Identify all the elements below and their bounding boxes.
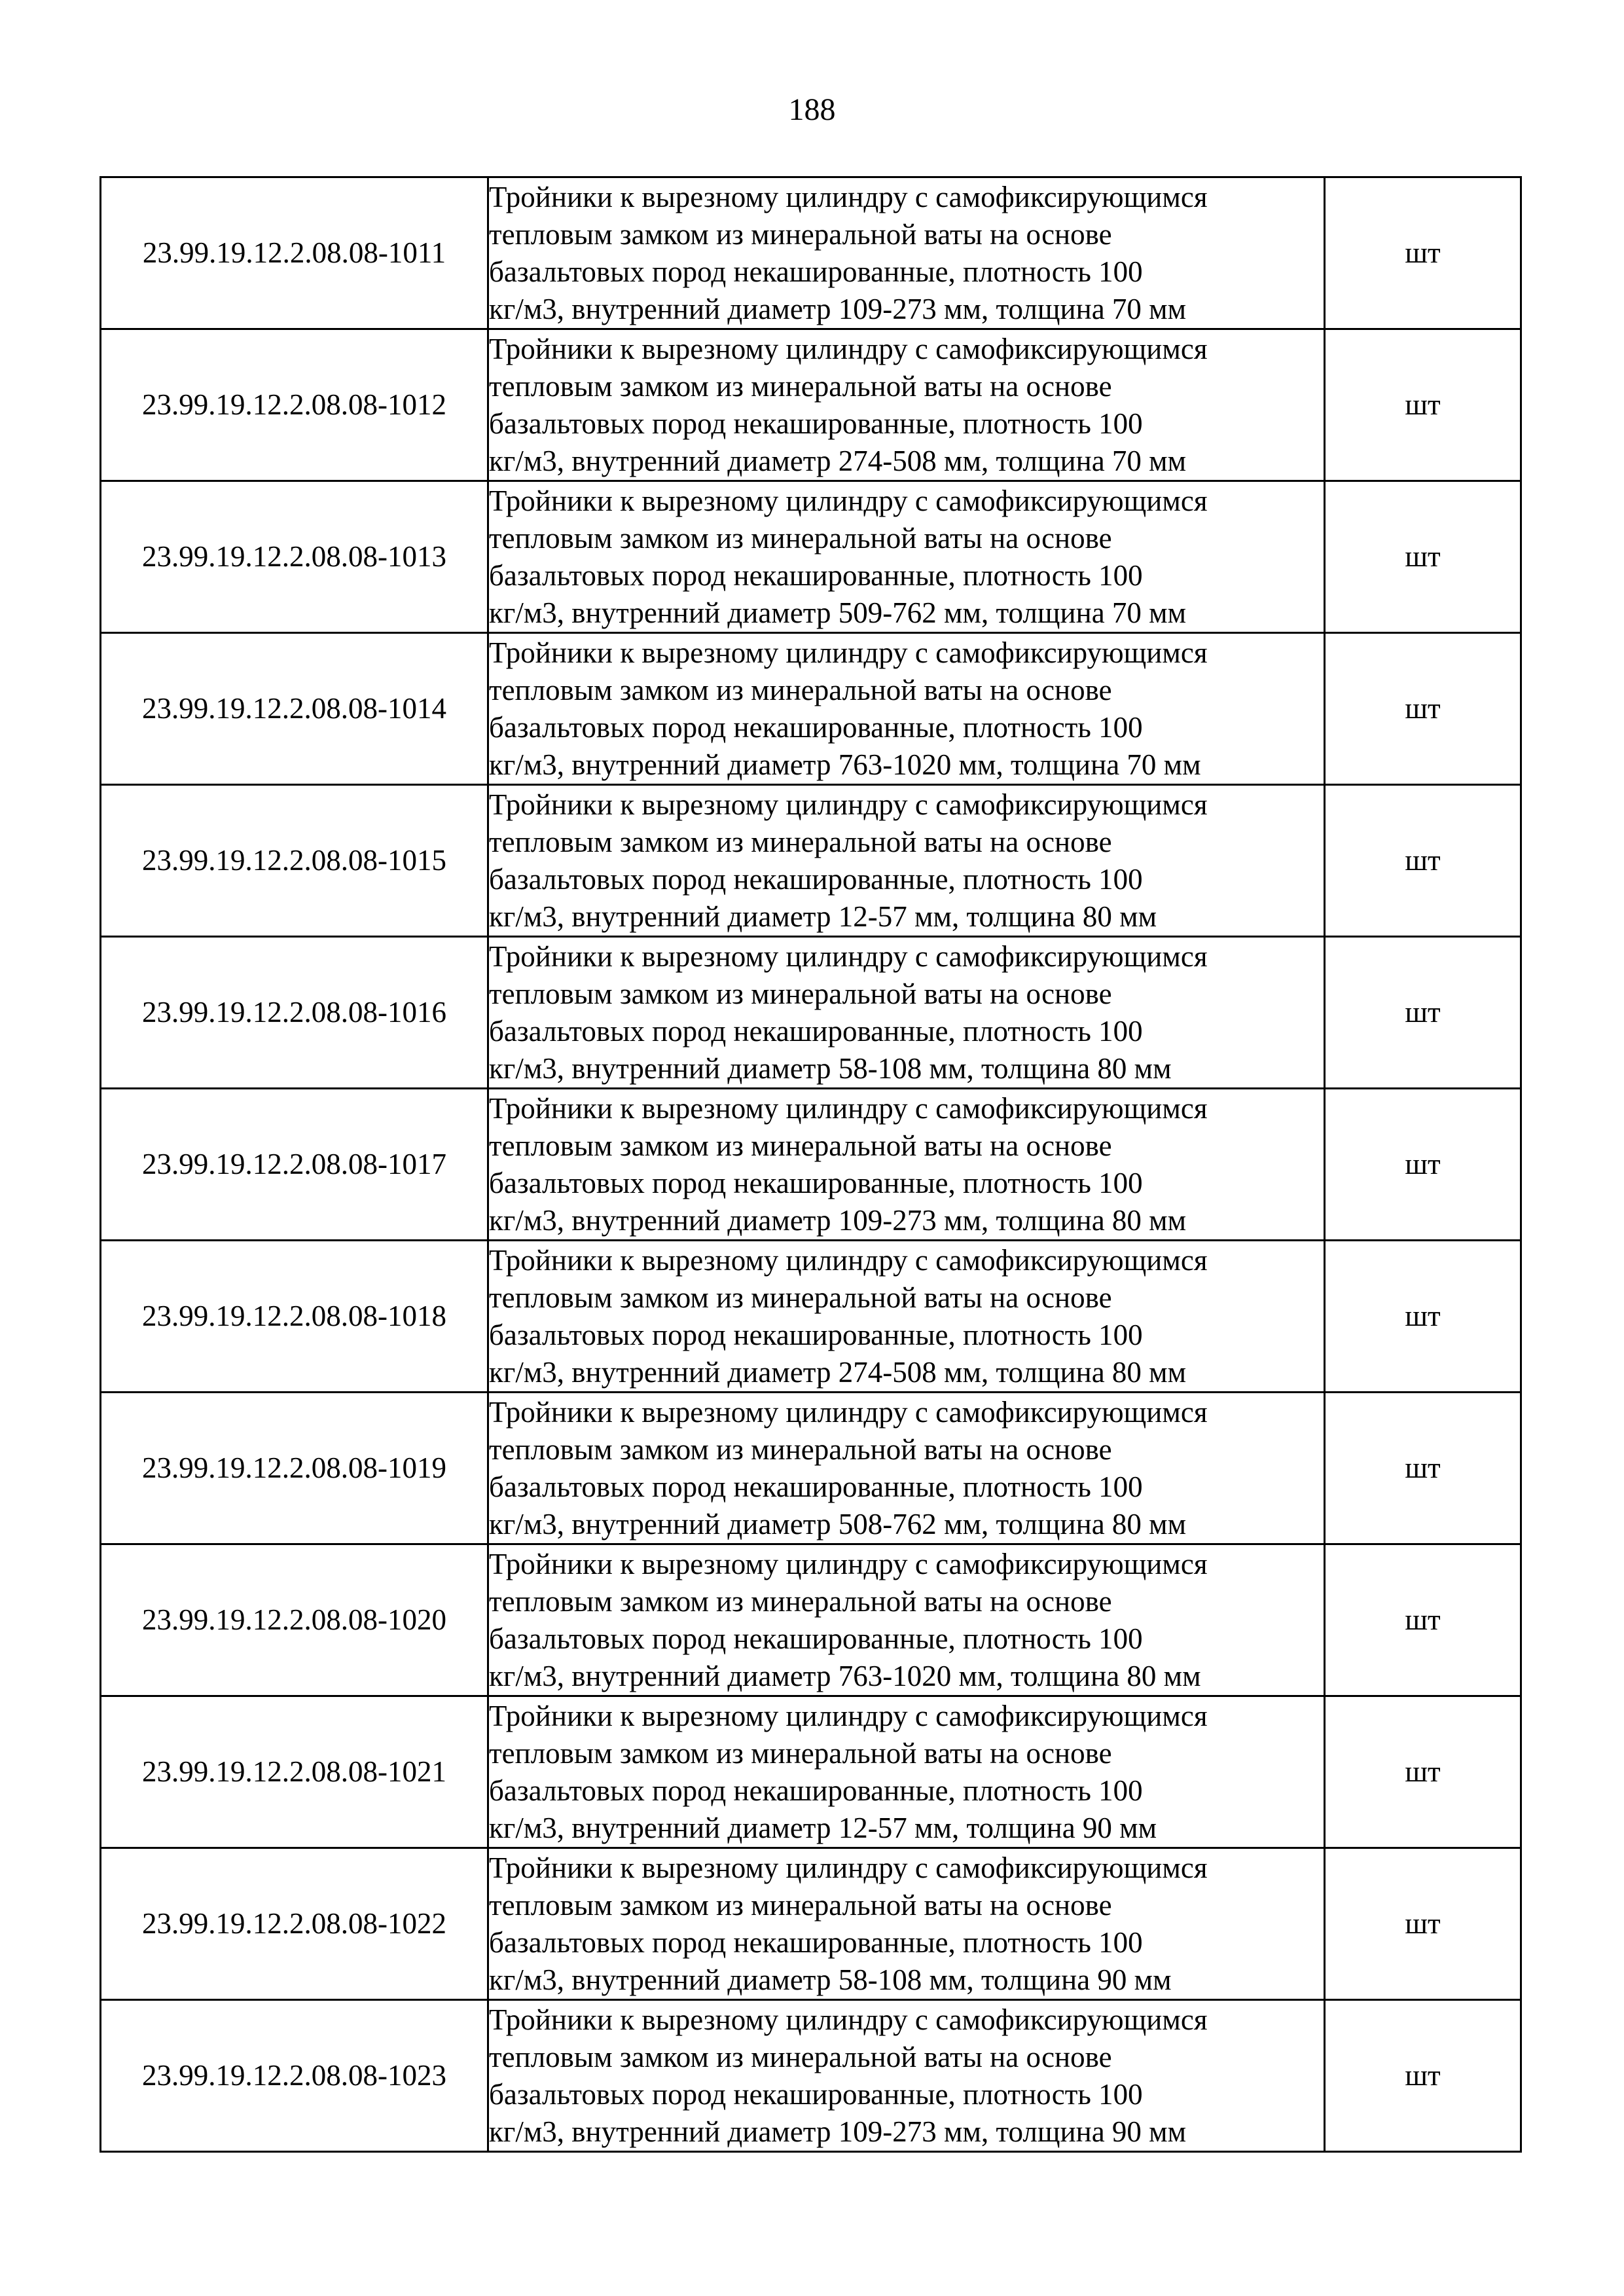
description-line: Тройники к вырезному цилиндру с самофиксирующимся xyxy=(489,332,1208,365)
item-code: 23.99.19.12.2.08.08-1022 xyxy=(101,1848,488,2000)
description-line: Тройники к вырезному цилиндру с самофиксирующимся xyxy=(489,1395,1208,1429)
description-line: тепловым замком из минеральной ваты на основе xyxy=(489,825,1112,858)
item-description xyxy=(488,2000,1325,2152)
item-code: 23.99.19.12.2.08.08-1019 xyxy=(101,1393,488,1544)
description-line: тепловым замком из минеральной ваты на основе xyxy=(489,1129,1112,1162)
table-row xyxy=(101,2000,1521,2152)
description-line: тепловым замком из минеральной ваты на основе xyxy=(489,369,1112,403)
table-row xyxy=(101,1848,1521,2000)
description-line: тепловым замком из минеральной ваты на основе xyxy=(489,1736,1112,1770)
description-line: Тройники к вырезному цилиндру с самофиксирующимся xyxy=(489,939,1208,973)
table-row xyxy=(101,785,1521,937)
item-unit: шт xyxy=(1325,1241,1521,1393)
item-description xyxy=(488,1696,1325,1848)
item-description xyxy=(488,1393,1325,1544)
description-line: Тройники к вырезному цилиндру с самофиксирующимся xyxy=(489,1243,1208,1277)
description-line: кг/м3, внутренний диаметр 274-508 мм, толщина 80 мм xyxy=(489,1355,1187,1389)
item-code: 23.99.19.12.2.08.08-1017 xyxy=(101,1089,488,1241)
item-code: 23.99.19.12.2.08.08-1011 xyxy=(101,177,488,329)
description-line: кг/м3, внутренний диаметр 109-273 мм, толщина 90 мм xyxy=(489,2115,1187,2148)
item-unit: шт xyxy=(1325,177,1521,329)
description-line: тепловым замком из минеральной ваты на основе xyxy=(489,1432,1112,1466)
description-line: Тройники к вырезному цилиндру с самофиксирующимся xyxy=(489,180,1208,213)
description-line: кг/м3, внутренний диаметр 12-57 мм, толщина 80 мм xyxy=(489,900,1157,933)
description-line: Тройники к вырезному цилиндру с самофиксирующимся xyxy=(489,1091,1208,1125)
description-line: кг/м3, внутренний диаметр 109-273 мм, толщина 70 мм xyxy=(489,292,1187,325)
description-line: тепловым замком из минеральной ваты на основе xyxy=(489,977,1112,1010)
table-row xyxy=(101,633,1521,785)
item-code: 23.99.19.12.2.08.08-1018 xyxy=(101,1241,488,1393)
item-code: 23.99.19.12.2.08.08-1016 xyxy=(101,937,488,1089)
description-line: Тройники к вырезному цилиндру с самофиксирующимся xyxy=(489,636,1208,669)
description-line: Тройники к вырезному цилиндру с самофиксирующимся xyxy=(489,484,1208,517)
item-description xyxy=(488,633,1325,785)
description-line: базальтовых пород некашированные, плотность 100 xyxy=(489,1925,1143,1959)
item-code: 23.99.19.12.2.08.08-1014 xyxy=(101,633,488,785)
description-line: кг/м3, внутренний диаметр 274-508 мм, толщина 70 мм xyxy=(489,444,1187,477)
table-row xyxy=(101,1241,1521,1393)
description-line: кг/м3, внутренний диаметр 109-273 мм, толщина 80 мм xyxy=(489,1203,1187,1237)
item-code: 23.99.19.12.2.08.08-1012 xyxy=(101,329,488,481)
table-row xyxy=(101,329,1521,481)
item-description xyxy=(488,177,1325,329)
table-row xyxy=(101,1696,1521,1848)
description-line: тепловым замком из минеральной ваты на основе xyxy=(489,1584,1112,1618)
description-line: базальтовых пород некашированные, плотность 100 xyxy=(489,407,1143,440)
item-unit: шт xyxy=(1325,329,1521,481)
item-description xyxy=(488,785,1325,937)
item-code: 23.99.19.12.2.08.08-1013 xyxy=(101,481,488,633)
item-code: 23.99.19.12.2.08.08-1021 xyxy=(101,1696,488,1848)
description-line: базальтовых пород некашированные, плотность 100 xyxy=(489,1318,1143,1351)
item-unit: шт xyxy=(1325,1544,1521,1696)
description-line: тепловым замком из минеральной ваты на основе xyxy=(489,217,1112,251)
description-line: Тройники к вырезному цилиндру с самофиксирующимся xyxy=(489,1547,1208,1580)
description-line: кг/м3, внутренний диаметр 12-57 мм, толщина 90 мм xyxy=(489,1811,1157,1844)
item-code: 23.99.19.12.2.08.08-1020 xyxy=(101,1544,488,1696)
description-line: Тройники к вырезному цилиндру с самофиксирующимся xyxy=(489,1851,1208,1884)
item-unit: шт xyxy=(1325,1089,1521,1241)
description-line: базальтовых пород некашированные, плотность 100 xyxy=(489,862,1143,896)
description-line: кг/м3, внутренний диаметр 58-108 мм, толщина 80 мм xyxy=(489,1051,1172,1085)
description-line: кг/м3, внутренний диаметр 508-762 мм, толщина 80 мм xyxy=(489,1507,1187,1540)
description-line: базальтовых пород некашированные, плотность 100 xyxy=(489,1622,1143,1655)
table-row xyxy=(101,177,1521,329)
description-line: тепловым замком из минеральной ваты на основе xyxy=(489,2040,1112,2073)
table-row xyxy=(101,1089,1521,1241)
table-row xyxy=(101,937,1521,1089)
item-description xyxy=(488,1241,1325,1393)
description-line: тепловым замком из минеральной ваты на основе xyxy=(489,1888,1112,1922)
description-line: кг/м3, внутренний диаметр 763-1020 мм, толщина 70 мм xyxy=(489,748,1201,781)
item-unit: шт xyxy=(1325,1848,1521,2000)
description-line: кг/м3, внутренний диаметр 509-762 мм, толщина 70 мм xyxy=(489,596,1187,629)
table-row xyxy=(101,1544,1521,1696)
catalog-table xyxy=(99,176,1522,2153)
item-unit: шт xyxy=(1325,1696,1521,1848)
description-line: базальтовых пород некашированные, плотность 100 xyxy=(489,558,1143,592)
table-row xyxy=(101,481,1521,633)
item-unit: шт xyxy=(1325,2000,1521,2152)
item-unit: шт xyxy=(1325,1393,1521,1544)
item-description xyxy=(488,1848,1325,2000)
description-line: базальтовых пород некашированные, плотность 100 xyxy=(489,1166,1143,1199)
page-number: 188 xyxy=(788,92,836,127)
description-line: базальтовых пород некашированные, плотность 100 xyxy=(489,1774,1143,1807)
table-row xyxy=(101,1393,1521,1544)
item-code: 23.99.19.12.2.08.08-1015 xyxy=(101,785,488,937)
description-line: Тройники к вырезному цилиндру с самофиксирующимся xyxy=(489,2003,1208,2036)
description-line: базальтовых пород некашированные, плотность 100 xyxy=(489,1014,1143,1048)
item-unit: шт xyxy=(1325,633,1521,785)
item-description xyxy=(488,1089,1325,1241)
catalog-table-body xyxy=(101,177,1521,2152)
description-line: базальтовых пород некашированные, плотность 100 xyxy=(489,1470,1143,1503)
description-line: тепловым замком из минеральной ваты на основе xyxy=(489,1281,1112,1314)
item-unit: шт xyxy=(1325,937,1521,1089)
description-line: тепловым замком из минеральной ваты на основе xyxy=(489,673,1112,706)
item-unit: шт xyxy=(1325,481,1521,633)
description-line: Тройники к вырезному цилиндру с самофиксирующимся xyxy=(489,1699,1208,1732)
description-line: базальтовых пород некашированные, плотность 100 xyxy=(489,2077,1143,2111)
description-line: кг/м3, внутренний диаметр 58-108 мм, толщина 90 мм xyxy=(489,1963,1172,1996)
description-line: базальтовых пород некашированные, плотность 100 xyxy=(489,710,1143,744)
description-line: базальтовых пород некашированные, плотность 100 xyxy=(489,255,1143,288)
description-line: Тройники к вырезному цилиндру с самофиксирующимся xyxy=(489,788,1208,821)
item-unit: шт xyxy=(1325,785,1521,937)
item-description xyxy=(488,1544,1325,1696)
description-line: кг/м3, внутренний диаметр 763-1020 мм, толщина 80 мм xyxy=(489,1659,1201,1692)
item-code: 23.99.19.12.2.08.08-1023 xyxy=(101,2000,488,2152)
item-description xyxy=(488,937,1325,1089)
item-description xyxy=(488,481,1325,633)
description-line: тепловым замком из минеральной ваты на основе xyxy=(489,521,1112,555)
item-description xyxy=(488,329,1325,481)
